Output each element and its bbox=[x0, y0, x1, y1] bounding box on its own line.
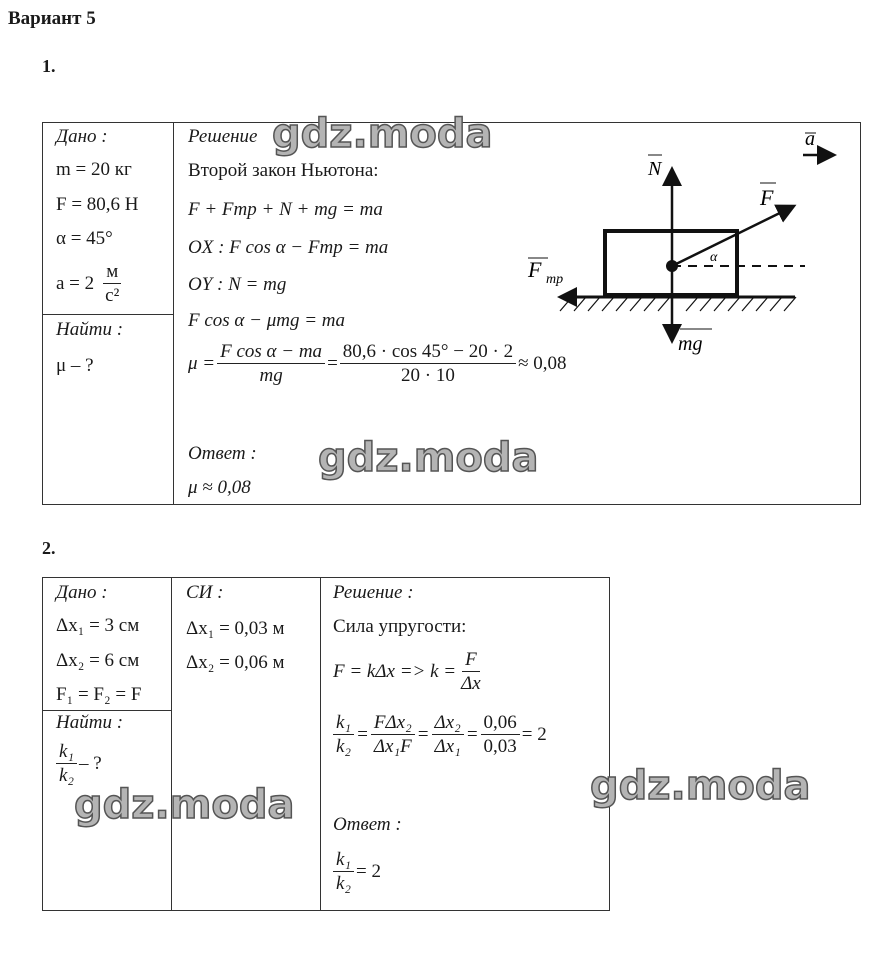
p1-law: Второй закон Ньютона: bbox=[188, 160, 379, 181]
p2-solution-label: Решение : bbox=[333, 582, 414, 603]
label-n: N bbox=[648, 158, 662, 180]
p2-answer-den: k₂ bbox=[336, 873, 352, 894]
p2-eq2-f1 bbox=[333, 713, 354, 756]
p1-mu-lhs: μ = bbox=[188, 353, 216, 374]
p1-mu-result: ≈ 0,08 bbox=[518, 353, 567, 374]
p2-answer-frac bbox=[333, 850, 354, 893]
p1-mu-frac2-num: 80,6 · cos 45° − 20 · 2 bbox=[340, 342, 516, 364]
p1-mu-formula bbox=[188, 342, 567, 385]
p2-si-dx1: Δx₁ = 0,03 м bbox=[186, 618, 285, 639]
p2-si-label: СИ : bbox=[186, 582, 224, 603]
p1-accel-lhs: a = 2 bbox=[56, 273, 95, 294]
p2-eq1-lhs: F = kΔx => k = bbox=[333, 661, 457, 682]
p2-eq1 bbox=[333, 650, 486, 693]
problem-2-given-divider bbox=[42, 710, 172, 711]
problem-2-number: 2. bbox=[42, 538, 56, 558]
p2-find bbox=[54, 742, 102, 785]
center-point bbox=[666, 260, 678, 272]
p1-solution-label: Решение bbox=[188, 126, 258, 147]
p1-mu-frac1 bbox=[217, 342, 325, 385]
label-mg: mg bbox=[678, 333, 703, 355]
label-ftr-sub: mp bbox=[546, 272, 564, 287]
p2-find-num: k₁ bbox=[56, 742, 77, 764]
p2-answer-tail: = 2 bbox=[356, 861, 382, 882]
watermark-1: gdz.moda bbox=[272, 111, 493, 157]
p1-mu-frac1-den: mg bbox=[259, 365, 283, 386]
watermark-3: gdz.moda bbox=[74, 782, 295, 828]
p2-eq1-num: F bbox=[462, 650, 480, 672]
p1-accel-unit-den: с² bbox=[105, 285, 120, 306]
p2-find-label: Найти : bbox=[56, 712, 124, 733]
p2-eq2-result: = 2 bbox=[521, 724, 547, 745]
p1-find-value: μ – ? bbox=[56, 355, 94, 376]
p2-si-dx2: Δx₂ = 0,06 м bbox=[186, 652, 285, 673]
p2-eq2-f3 bbox=[432, 713, 464, 756]
p2-eq2-eq2: = bbox=[416, 724, 430, 745]
p1-given-label: Дано : bbox=[56, 126, 108, 147]
p1-accel-unit-num: м bbox=[103, 262, 121, 284]
p2-eq2-f4-den: 0,03 bbox=[483, 736, 517, 757]
p2-eq2-f2-num: FΔx₂ bbox=[371, 713, 415, 735]
p2-eq2-f2 bbox=[371, 713, 415, 756]
p2-eq2-f4 bbox=[481, 713, 520, 756]
p2-eq1-den: Δx bbox=[461, 673, 481, 694]
label-alpha: α bbox=[710, 250, 718, 265]
p2-eq2-f4-num: 0,06 bbox=[481, 713, 520, 735]
p2-find-tail: – ? bbox=[79, 753, 102, 774]
variant-title: Вариант 5 bbox=[8, 8, 96, 29]
p2-eq2-f3-num: Δx₂ bbox=[432, 713, 464, 735]
p1-mu-frac1-num: F cos α − ma bbox=[217, 342, 325, 364]
p1-find-label: Найти : bbox=[56, 319, 124, 340]
p1-mu-frac2 bbox=[340, 342, 516, 385]
ground-hatching bbox=[560, 297, 796, 311]
p1-given-accel bbox=[56, 262, 124, 305]
p2-answer bbox=[331, 850, 381, 893]
problem-2-divider-1 bbox=[171, 577, 172, 911]
p2-given-dx2: Δx₂ = 6 см bbox=[56, 650, 140, 671]
p2-given-dx1: Δx₁ = 3 см bbox=[56, 615, 140, 636]
p2-find-den: k₂ bbox=[59, 765, 75, 786]
p2-eq2-f1-num: k₁ bbox=[333, 713, 354, 735]
p1-accel-unit bbox=[102, 262, 122, 305]
label-a: a bbox=[805, 128, 815, 150]
p2-eq2-eq3: = bbox=[465, 724, 479, 745]
problem-1-given-divider bbox=[42, 314, 174, 315]
p1-given-angle: α = 45° bbox=[56, 228, 113, 249]
p2-eq2 bbox=[331, 713, 547, 756]
problem-2-divider-2 bbox=[320, 577, 321, 911]
p1-given-mass: m = 20 кг bbox=[56, 159, 132, 180]
p2-law: Сила упругости: bbox=[333, 616, 467, 637]
p1-eq-vector: F + Fтр + N + mg = ma bbox=[188, 199, 383, 220]
p2-answer-num: k₁ bbox=[333, 850, 354, 872]
p1-eq-oy: OY : N = mg bbox=[188, 274, 287, 295]
p1-answer-label: Ответ : bbox=[188, 443, 257, 464]
p1-mu-eq: = bbox=[327, 353, 338, 374]
p2-eq2-f3-den: Δx₁ bbox=[434, 736, 461, 757]
p2-eq2-f2-den: Δx₁F bbox=[373, 736, 412, 757]
p1-answer: μ ≈ 0,08 bbox=[188, 477, 251, 498]
problem-1-number: 1. bbox=[42, 56, 56, 76]
p2-given-label: Дано : bbox=[56, 582, 108, 603]
label-f: F bbox=[760, 185, 774, 210]
force-diagram bbox=[520, 125, 840, 365]
p2-eq1-frac bbox=[458, 650, 484, 693]
p2-answer-label: Ответ : bbox=[333, 814, 402, 835]
watermark-4: gdz.moda bbox=[590, 763, 811, 809]
p1-given-force: F = 80,6 Н bbox=[56, 194, 139, 215]
watermark-2: gdz.moda bbox=[318, 435, 539, 481]
label-ftr: F bbox=[528, 257, 542, 282]
p2-eq2-f1-den: k₂ bbox=[336, 736, 352, 757]
p2-eq2-eq1: = bbox=[356, 724, 369, 745]
p1-eq-combined: F cos α − μmg = ma bbox=[188, 310, 346, 331]
p2-find-frac bbox=[56, 742, 77, 785]
p1-mu-frac2-den: 20 · 10 bbox=[401, 365, 455, 386]
p1-eq-ox: OX : F cos α − Fтр = ma bbox=[188, 237, 389, 258]
p2-given-forces: F₁ = F₂ = F bbox=[56, 684, 142, 705]
